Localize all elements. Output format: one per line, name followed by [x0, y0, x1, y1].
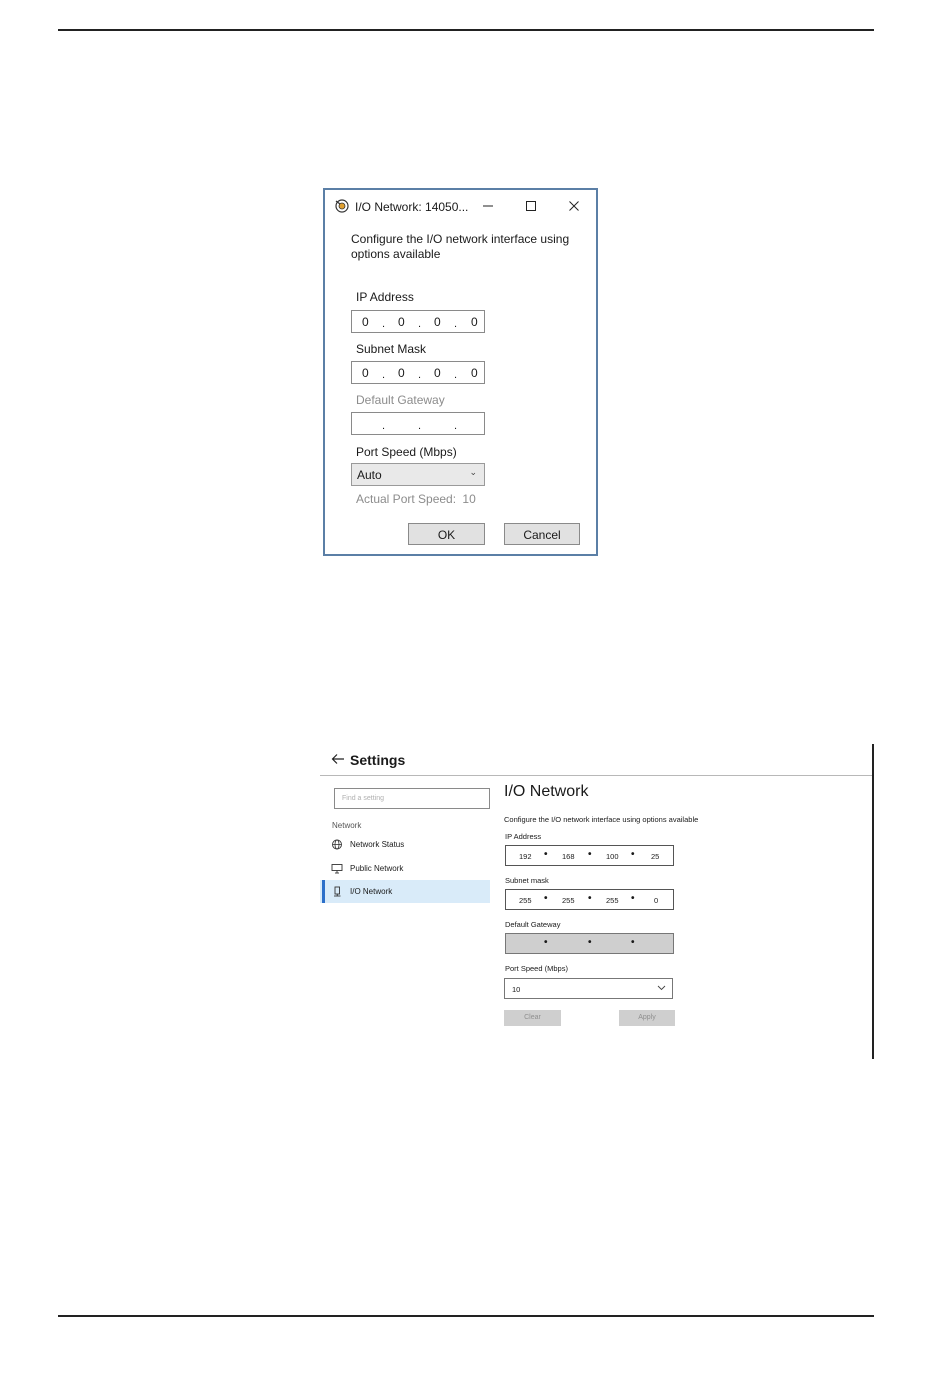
ip-octet-3[interactable]: 100 — [606, 852, 619, 861]
gateway-separator: . — [418, 420, 422, 432]
actual-port-speed-value: 10 — [462, 492, 476, 506]
sidebar-item-network-status[interactable] — [320, 833, 490, 856]
port-speed-label: Port Speed (Mbps) — [505, 964, 568, 973]
monitor-icon — [331, 863, 343, 874]
default-gateway-label: Default Gateway — [356, 393, 445, 407]
gateway-separator: . — [454, 420, 458, 432]
find-setting-placeholder: Find a setting — [342, 795, 385, 802]
subnet-octet-2[interactable]: 0 — [398, 366, 405, 380]
ip-address-label: IP Address — [505, 832, 542, 841]
apply-button[interactable]: Apply — [619, 1010, 675, 1026]
subnet-octet-3[interactable]: 0 — [434, 366, 441, 380]
ip-octet-4[interactable]: 25 — [651, 852, 660, 861]
maximize-icon — [525, 200, 537, 212]
subnet-mask-field[interactable] — [351, 361, 485, 384]
port-speed-value: 10 — [512, 985, 521, 994]
sidebar-item-public-network[interactable] — [320, 857, 490, 880]
gateway-separator: • — [631, 937, 635, 948]
minimize-button[interactable] — [475, 196, 501, 216]
maximize-button[interactable] — [518, 196, 544, 216]
ip-address-field[interactable] — [351, 310, 485, 333]
ip-octet-3[interactable]: 0 — [434, 315, 441, 329]
io-network-dialog — [323, 188, 598, 556]
subnet-mask-label: Subnet Mask — [356, 342, 427, 356]
sidebar-item-io-network[interactable] — [320, 880, 490, 903]
ip-octet-1[interactable]: 192 — [519, 852, 532, 861]
right-border — [872, 744, 874, 1059]
ip-separator: • — [544, 849, 548, 860]
active-indicator — [322, 880, 325, 903]
cancel-button[interactable]: Cancel — [504, 523, 580, 545]
settings-title: Settings — [350, 752, 406, 768]
port-speed-value: Auto — [357, 468, 382, 482]
port-speed-select[interactable] — [504, 978, 673, 999]
gateway-separator: • — [544, 937, 548, 948]
subnet-octet-3[interactable]: 255 — [606, 896, 619, 905]
app-icon — [335, 199, 349, 213]
settings-window — [320, 744, 874, 1059]
ip-separator: • — [588, 849, 592, 860]
chevron-down-icon — [657, 983, 666, 992]
subnet-separator: . — [382, 369, 386, 381]
actual-port-speed-label: Actual Port Speed: — [356, 492, 457, 506]
dialog-title: I/O Network: 14050... — [355, 200, 469, 214]
back-arrow-icon[interactable] — [331, 752, 345, 766]
default-gateway-label: Default Gateway — [505, 920, 561, 929]
port-speed-label: Port Speed (Mbps) — [356, 445, 457, 459]
ip-address-field[interactable] — [505, 845, 674, 866]
close-icon — [568, 200, 580, 212]
subnet-octet-4[interactable]: 0 — [654, 896, 659, 905]
ip-separator: • — [631, 849, 635, 860]
default-gateway-field[interactable] — [505, 933, 674, 954]
io-device-icon — [331, 886, 343, 897]
gateway-separator: . — [382, 420, 386, 432]
subnet-mask-field[interactable] — [505, 889, 674, 910]
nav-heading: Network — [332, 821, 362, 830]
chevron-down-icon: ⌄ — [469, 467, 477, 477]
sidebar-item-label: Network Status — [350, 840, 405, 849]
subnet-separator: • — [588, 893, 592, 904]
sidebar-item-label: I/O Network — [350, 887, 393, 896]
ip-separator: . — [418, 318, 422, 330]
page-title: I/O Network — [504, 783, 589, 800]
ip-separator: . — [382, 318, 386, 330]
subnet-mask-label: Subnet mask — [505, 876, 549, 885]
actual-port-speed — [356, 492, 476, 506]
subnet-separator: . — [418, 369, 422, 381]
ip-octet-4[interactable]: 0 — [471, 315, 478, 329]
default-gateway-field[interactable] — [351, 412, 485, 435]
subnet-octet-2[interactable]: 255 — [562, 896, 575, 905]
sidebar-item-label: Public Network — [350, 864, 404, 873]
subnet-separator: • — [544, 893, 548, 904]
subnet-octet-1[interactable]: 0 — [362, 366, 369, 380]
gateway-separator: • — [588, 937, 592, 948]
port-speed-select[interactable] — [351, 463, 485, 486]
ip-octet-2[interactable]: 0 — [398, 315, 405, 329]
settings-header — [320, 744, 872, 776]
minimize-icon — [482, 200, 494, 212]
ip-octet-1[interactable]: 0 — [362, 315, 369, 329]
subnet-octet-4[interactable]: 0 — [471, 366, 478, 380]
subnet-separator: • — [631, 893, 635, 904]
ip-address-label: IP Address — [356, 290, 414, 304]
clear-button[interactable]: Clear — [504, 1010, 561, 1026]
ip-octet-2[interactable]: 168 — [562, 852, 575, 861]
ip-separator: . — [454, 318, 458, 330]
dialog-title-bar[interactable] — [325, 190, 596, 220]
top-rule — [58, 29, 874, 31]
bottom-rule — [58, 1315, 874, 1317]
close-button[interactable] — [561, 196, 587, 216]
dialog-description: Configure the I/O network interface using options available — [351, 232, 570, 261]
subnet-separator: . — [454, 369, 458, 381]
subnet-octet-1[interactable]: 255 — [519, 896, 532, 905]
page-description: Configure the I/O network interface using options available — [504, 815, 699, 824]
find-setting-input[interactable] — [334, 788, 490, 809]
globe-icon — [331, 839, 343, 850]
ok-button[interactable]: OK — [408, 523, 485, 545]
